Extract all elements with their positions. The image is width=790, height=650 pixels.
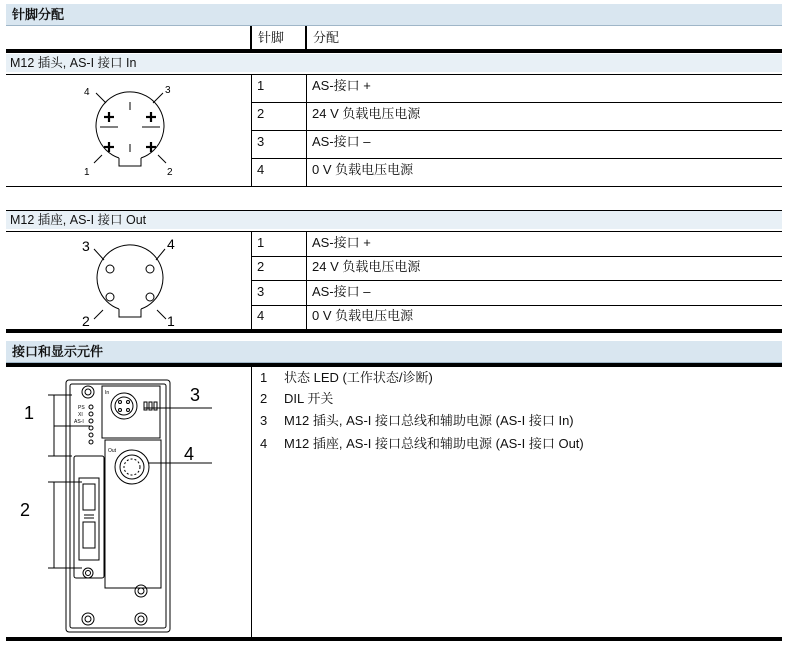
in-heading: M12 插头, AS-I 接口 In	[6, 54, 782, 72]
out-assign-2: 24 V 负载电压电源	[312, 259, 421, 274]
out-pin-4: 4	[257, 308, 265, 323]
callout-2: 2	[20, 500, 31, 520]
in-pin-3: 3	[257, 134, 265, 149]
legend-num-3: 3	[260, 413, 268, 428]
legend-text-1: 状态 LED (工作状态/诊断)	[284, 370, 433, 385]
in-assign-4: 0 V 负载电压电源	[312, 162, 414, 177]
out-assign-1: AS-接口 +	[312, 235, 371, 250]
device-in-label: In	[105, 390, 110, 396]
out-pin-3: 3	[257, 284, 265, 299]
in-label-1: 1	[84, 167, 90, 178]
out-assign-4: 0 V 负载电压电源	[312, 308, 414, 323]
col-divider	[305, 26, 307, 50]
out-heading: M12 插座, AS-I 接口 Out	[6, 211, 782, 229]
header-rule	[6, 49, 782, 53]
header-rule	[6, 363, 782, 367]
callout-4: 4	[184, 444, 195, 464]
out-label-2: 2	[82, 313, 90, 329]
out-label-4: 4	[167, 236, 175, 252]
out-label-1: 1	[167, 313, 175, 329]
pin-assignment-header: 针脚分配	[6, 4, 782, 26]
in-assign-2: 24 V 负载电压电源	[312, 106, 421, 121]
col-assign-header: 分配	[313, 30, 340, 45]
device-out-label: Out	[108, 448, 117, 454]
device-led1-label: PS	[78, 405, 85, 411]
out-assign-3: AS-接口 –	[312, 284, 371, 299]
device-led2-label: XI	[78, 412, 83, 418]
legend-num-1: 1	[260, 370, 268, 385]
col-divider	[250, 26, 252, 50]
m12-plug-diagram	[70, 80, 190, 180]
in-label-4: 4	[84, 87, 90, 98]
divider	[6, 74, 782, 75]
bottom-rule	[6, 637, 782, 641]
device-led3-label: AS-I	[74, 419, 84, 425]
m12-socket-diagram	[70, 234, 190, 330]
in-pin-2: 2	[257, 106, 265, 121]
legend-num-4: 4	[260, 436, 268, 451]
legend-text-2: DIL 开关	[284, 391, 334, 406]
callout-3: 3	[190, 385, 201, 405]
display-section-header: 接口和显示元件	[6, 341, 782, 363]
device-drawing	[8, 370, 248, 634]
out-pin-2: 2	[257, 259, 265, 274]
legend-text-3: M12 插头, AS-I 接口总线和辅助电源 (AS-I 接口 In)	[284, 413, 574, 428]
callout-1: 1	[24, 403, 35, 423]
out-label-3: 3	[82, 238, 90, 254]
section-rule	[6, 329, 782, 333]
in-label-2: 2	[167, 167, 173, 178]
in-pin-1: 1	[257, 78, 265, 93]
in-assign-1: AS-接口 +	[312, 78, 371, 93]
legend-num-2: 2	[260, 391, 268, 406]
in-label-3: 3	[165, 85, 171, 96]
in-pin-4: 4	[257, 162, 265, 177]
in-assign-3: AS-接口 –	[312, 134, 371, 149]
out-pin-1: 1	[257, 235, 265, 250]
col-pin-header: 针脚	[258, 30, 285, 45]
legend-text-4: M12 插座, AS-I 接口总线和辅助电源 (AS-I 接口 Out)	[284, 436, 584, 451]
